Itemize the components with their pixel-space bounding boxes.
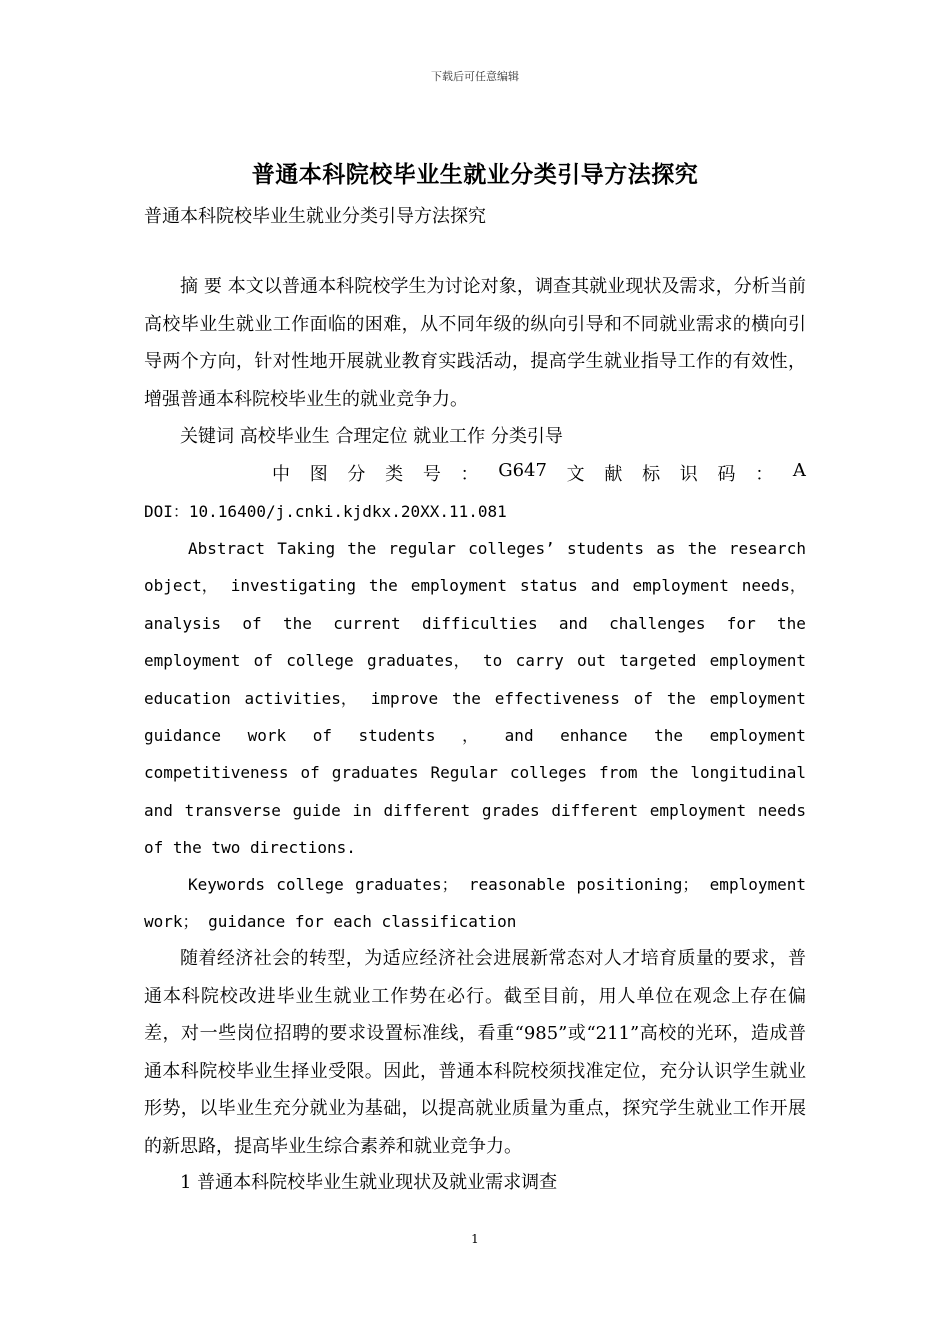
word: Taking — [277, 539, 336, 558]
word: different — [383, 800, 471, 820]
word: in — [352, 800, 372, 820]
justified-line — [144, 605, 806, 642]
word: and — [144, 800, 173, 820]
word: and — [590, 576, 620, 596]
justified-line — [144, 680, 806, 717]
classification-token: 文 — [566, 464, 585, 485]
abstract-english-lines — [144, 530, 806, 829]
word: improve — [370, 688, 439, 708]
word: as — [656, 539, 676, 558]
word: object， — [144, 576, 218, 596]
word: of — [242, 613, 262, 633]
classification-token: 分 — [347, 464, 366, 485]
word: work — [247, 726, 287, 746]
word: effectiveness — [494, 688, 620, 708]
word: colleges — [509, 763, 587, 783]
word: the — [777, 613, 806, 633]
classification-token: 图 — [309, 464, 328, 485]
justified-line — [144, 530, 806, 567]
keywords-english-lines — [144, 866, 806, 903]
word: of — [312, 726, 332, 746]
word: analysis — [144, 613, 222, 633]
classification-token: 献 — [604, 464, 623, 485]
word: and — [558, 613, 588, 633]
word: Regular — [430, 763, 498, 783]
word: employment — [144, 651, 241, 671]
justified-line — [144, 754, 806, 791]
classification-token: 码 — [717, 464, 736, 485]
word: colleges’ — [468, 539, 555, 558]
word: the — [368, 576, 398, 596]
classification-token: G647 — [498, 460, 547, 481]
classification-token: 类 — [385, 464, 404, 485]
word: employment — [632, 576, 729, 596]
word: carry — [515, 651, 564, 671]
word: difficulties — [421, 613, 538, 633]
word: and — [504, 726, 534, 746]
word: college — [276, 875, 344, 894]
word: to — [482, 651, 503, 671]
classification-token: 标 — [642, 464, 661, 485]
word: status — [519, 576, 578, 596]
keywords-chinese: 关键词 高校毕业生 合理定位 就业工作 分类引导 — [180, 426, 563, 447]
justified-line — [144, 567, 806, 604]
word: students — [358, 726, 436, 746]
word: employment — [709, 726, 806, 746]
classification-token: 号 — [422, 464, 441, 485]
word: activities， — [244, 688, 357, 708]
word: education — [144, 688, 231, 708]
doi-line: DOI：10.16400/j.cnki.kjdkx.20XX.11.081 — [144, 502, 507, 521]
word: college — [286, 651, 354, 671]
word: positioning； — [576, 875, 699, 894]
keywords-english — [144, 866, 806, 941]
word: grades — [481, 800, 540, 820]
word: graduates — [331, 763, 419, 783]
abstract-english-last-line: of the two directions. — [144, 838, 356, 858]
intro-paragraph: 随着经济社会的转型，为适应经济社会进展新常态对人才培育质量的要求，普通本科院校改进毕业生就业工作势在必行。截至目前，用人单位在观念上存在偏差，对一些岗位招聘的要求设置标准线，看重“985”或“211”高校的光环，造成普通本科院校毕业生择业受限。因此，普通本科院校须找准定位，充分认识学生就业形势，以毕业生充分就业为基础，以提高就业质量为重点，探究学生就业工作开展的新思路，提高毕业生综合素养和就业竞争力。 — [144, 948, 806, 1157]
word: guidance — [144, 726, 222, 746]
classification-token: A — [792, 460, 806, 481]
document-title: 普通本科院校毕业生就业分类引导方法探究 — [251, 162, 699, 188]
word: investigating — [230, 576, 356, 596]
section-heading: 1 普通本科院校毕业生就业现状及就业需求调查 — [180, 1172, 558, 1193]
word: ， — [462, 726, 479, 746]
word: employment — [649, 800, 747, 820]
word: transverse — [184, 800, 281, 820]
word: graduates， — [366, 651, 470, 671]
word: Keywords — [188, 875, 266, 894]
abstract-english — [144, 530, 806, 867]
word: employment — [410, 576, 508, 596]
word: employment — [709, 875, 806, 894]
word: the — [282, 613, 312, 633]
word: challenges — [609, 613, 706, 633]
word: of — [253, 651, 273, 671]
classification-line — [272, 460, 806, 486]
word: the — [451, 688, 481, 708]
word: targeted — [619, 651, 697, 671]
word: needs， — [741, 576, 806, 596]
word: the — [654, 726, 684, 746]
word: research — [728, 539, 806, 558]
word: the — [649, 763, 679, 783]
word: employment — [709, 651, 806, 671]
word: out — [577, 651, 606, 671]
word: graduates； — [354, 875, 458, 894]
word: guide — [292, 800, 341, 820]
word: needs — [757, 800, 806, 820]
classification-token: 中 — [272, 464, 290, 485]
classification-token: ： — [755, 464, 774, 485]
justified-line — [144, 717, 806, 754]
justified-line — [144, 642, 806, 679]
word: regular — [388, 539, 456, 558]
justified-line — [144, 866, 806, 903]
abstract-chinese: 摘 要 本文以普通本科院校学生为讨论对象，调查其就业现状及需求，分析当前高校毕业生就业工作面临的困难，从不同年级的纵向引导和不同就业需求的横向引导两个方向，针对性地开展就业教育实践活动，提高学生就业指导工作的有效性，增强普通本科院校毕业生的就业竞争力。 — [144, 276, 806, 410]
word: employment — [709, 688, 806, 708]
word: competitiveness — [144, 763, 289, 783]
word: from — [598, 763, 638, 783]
document-subtitle: 普通本科院校毕业生就业分类引导方法探究 — [144, 206, 486, 227]
keywords-english-last-line: work； guidance for each classification — [144, 912, 517, 932]
word: students — [567, 539, 645, 558]
word: the — [666, 688, 696, 708]
word: of — [300, 763, 320, 783]
word: of — [633, 688, 654, 708]
header-note: 下载后可任意编辑 — [431, 70, 519, 83]
word: different — [551, 800, 639, 820]
word: enhance — [560, 726, 628, 746]
justified-line — [144, 792, 806, 829]
page-number: 1 — [471, 1232, 479, 1246]
classification-token: 识 — [679, 464, 698, 485]
word: the — [347, 539, 377, 558]
word: the — [687, 539, 717, 558]
word: reasonable — [468, 875, 566, 894]
word: current — [333, 613, 401, 633]
word: for — [726, 613, 756, 633]
word: longitudinal — [690, 763, 806, 783]
classification-token: ： — [460, 464, 479, 485]
word: Abstract — [188, 539, 266, 558]
